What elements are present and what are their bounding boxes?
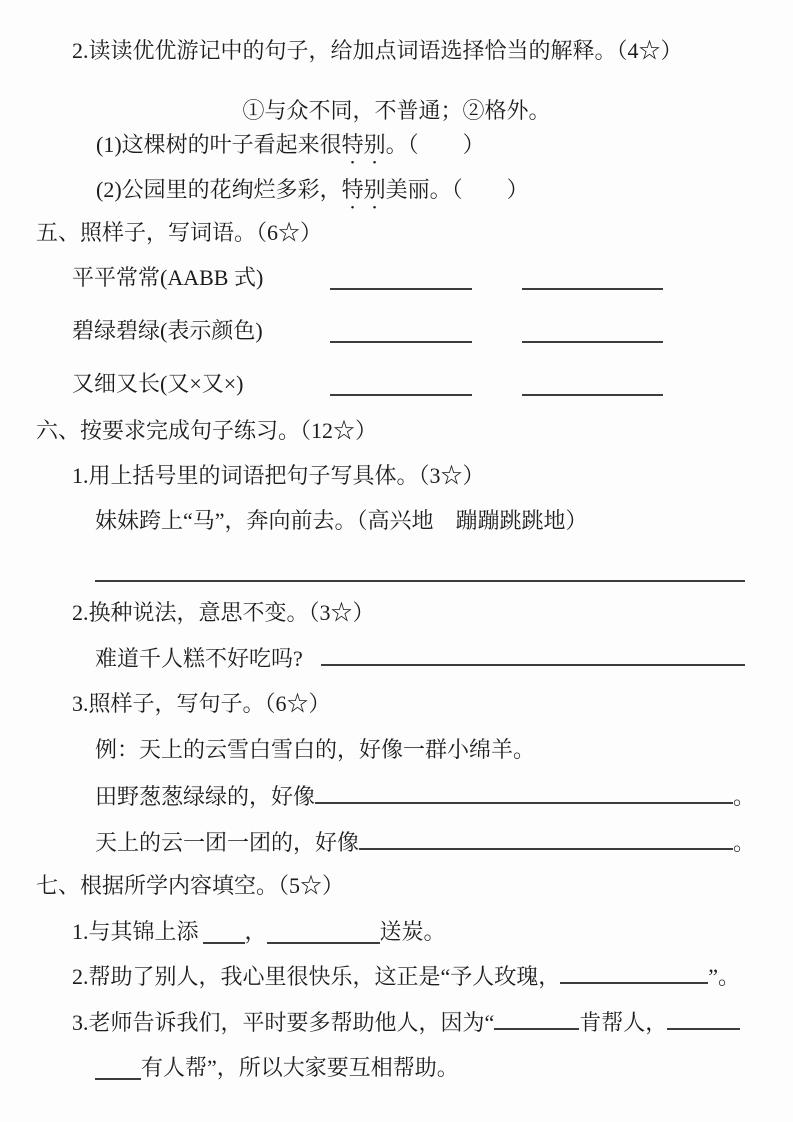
section7-heading: 七、根据所学内容填空。（5☆） — [36, 873, 345, 898]
section6-q2-row — [95, 643, 745, 674]
section7-q3-part2: 肯帮人， — [579, 1009, 668, 1035]
section7-q1-part3: 送炭。 — [379, 919, 446, 944]
answer-blank — [522, 267, 663, 290]
answer-rule — [95, 560, 745, 582]
section5-row-2 — [72, 316, 663, 346]
section6-heading: 六、按要求完成句子练习。（12☆） — [36, 418, 378, 443]
q2-item-1 — [96, 130, 485, 169]
section5-row-1 — [72, 263, 663, 293]
section7-q3-part3: 有人帮”，所以大家要互相帮助。 — [141, 1055, 459, 1080]
section7-q2-part1: 2.帮助了别人，我心里很快乐，这正是“予人玫瑰， — [72, 963, 561, 989]
answer-blank — [330, 320, 472, 343]
answer-blank — [330, 373, 472, 396]
q2-item-2-suffix: 美丽。（ ） — [385, 177, 529, 202]
section6-q2-sentence: 难道千人糕不好吃吗? — [95, 645, 303, 671]
section6-q1-heading: 1.用上括号里的词语把句子写具体。（3☆） — [72, 463, 485, 488]
section5-heading: 五、照样子，写词语。（6☆） — [36, 220, 323, 245]
answer-blank — [359, 827, 733, 850]
section5-row-3 — [72, 369, 663, 399]
answer-blank — [494, 1007, 579, 1030]
fill-1-prefix: 田野葱葱绿绿的，好像 — [95, 783, 316, 809]
section6-q3-heading: 3.照样子，写句子。（6☆） — [72, 691, 331, 716]
section7-q3-line-2 — [95, 1053, 459, 1083]
q2-item-2 — [96, 175, 529, 214]
q2-item-1-prefix: (1)这棵树的叶子看起来很 — [96, 132, 342, 157]
section5-row-2-label: 碧绿碧绿(表示颜色) — [72, 318, 263, 343]
section7-q1-part2: ， — [244, 919, 267, 944]
section7-q1-part1: 1.与其锦上添 — [72, 919, 199, 944]
fill-1-suffix: 。 — [732, 783, 755, 809]
answer-blank — [203, 921, 245, 944]
answer-blank — [315, 781, 733, 804]
answer-blank — [321, 643, 745, 666]
section6-q3-fill-2 — [95, 827, 755, 858]
section6-q1-sentence: 妹妹跨上“马”，奔向前去。（高兴地 蹦蹦跳跳地） — [95, 508, 588, 533]
section5-row-3-label: 又细又长(又×又×) — [72, 371, 244, 396]
q2-item-1-emphasized-word: 特别 — [341, 132, 386, 157]
section7-q3-line-1 — [72, 1007, 740, 1038]
section6-q3-fill-1 — [95, 781, 755, 812]
answer-blank — [667, 1007, 740, 1030]
answer-blank — [522, 373, 663, 396]
fill-2-suffix: 。 — [732, 829, 755, 855]
section6-q3-example: 例：天上的云雪白雪白的，好像一群小绵羊。 — [95, 737, 536, 762]
section6-q2-heading: 2.换种说法，意思不变。（3☆） — [72, 600, 375, 625]
q2-item-2-prefix: (2)公园里的花绚烂多彩， — [96, 177, 342, 202]
answer-blank — [95, 1057, 141, 1080]
fill-2-prefix: 天上的云一团一团的，好像 — [95, 829, 360, 855]
section5-row-1-label: 平平常常(AABB 式) — [72, 265, 264, 290]
section7-q2-part2: ”。 — [708, 963, 740, 989]
q2-item-1-suffix: 。（ ） — [385, 132, 485, 157]
q2-heading: 2.读读优优游记中的句子，给加点词语选择恰当的解释。（4☆） — [72, 38, 683, 63]
section7-q3-part1: 3.老师告诉我们，平时要多帮助他人，因为“ — [72, 1009, 495, 1035]
q2-options: ①与众不同，不普通；②格外。 — [242, 98, 551, 123]
q2-item-2-emphasized-word: 特别 — [341, 177, 386, 202]
answer-blank — [330, 267, 472, 290]
section7-q1 — [72, 917, 446, 947]
answer-blank — [522, 320, 663, 343]
answer-blank — [560, 961, 708, 984]
answer-blank — [267, 921, 380, 944]
section7-q2 — [72, 961, 740, 992]
